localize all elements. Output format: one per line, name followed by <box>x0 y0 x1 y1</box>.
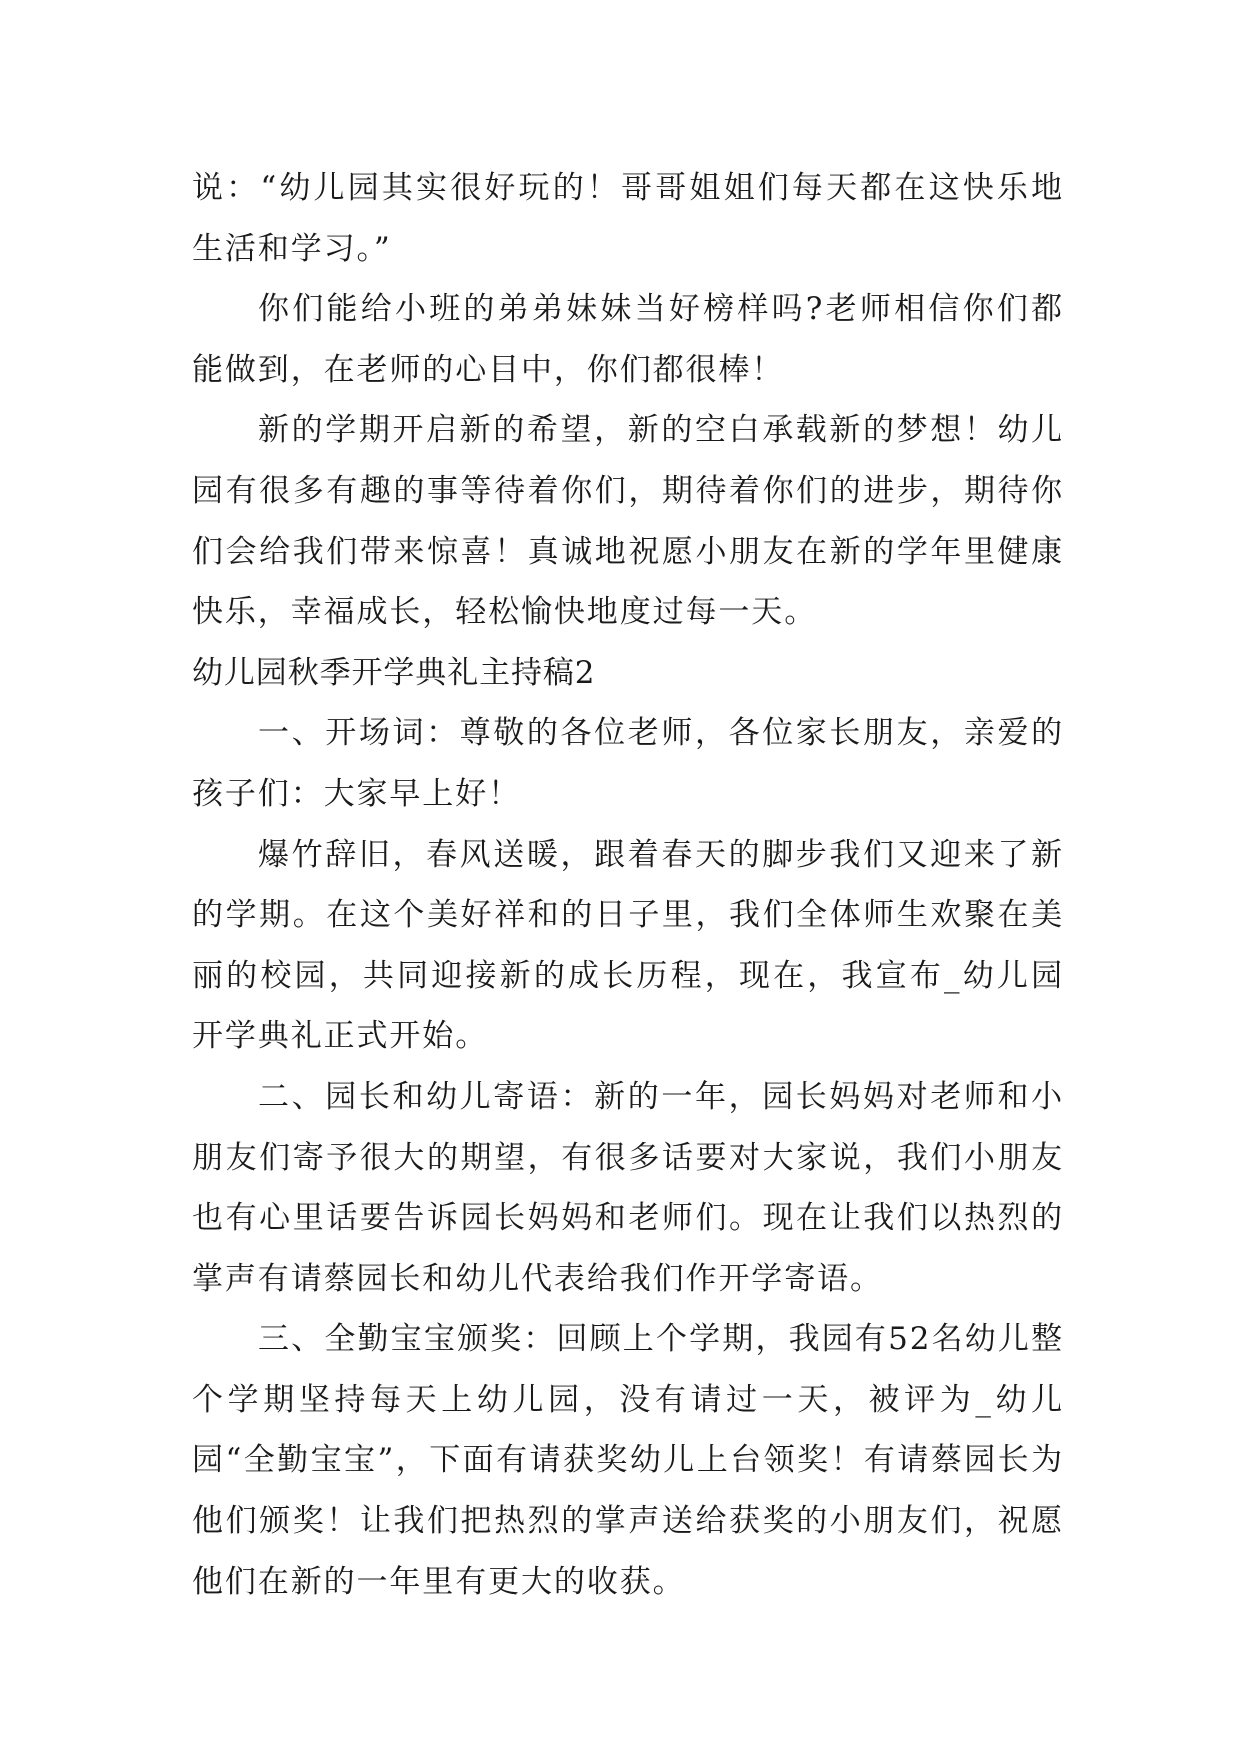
paragraph-attendance-award: 三、全勤宝宝颁奖：回顾上个学期，我园有52名幼儿整个学期坚持每天上幼儿园，没有请过一天，被评为_幼儿园“全勤宝宝”，下面有请获奖幼儿上台领奖！有请蔡园长为他们颁奖！让我们把热烈的掌声送给获奖的小朋友们，祝愿他们在新的一年里有更大的收获。 <box>192 1321 1064 1600</box>
paragraph-new-semester: 新的学期开启新的希望，新的空白承载新的梦想！幼儿园有很多有趣的事等待着你们，期待着你们的进步，期待你们会给我们带来惊喜！真诚地祝愿小朋友在新的学年里健康快乐，幸福成长，轻松愉快地度过每一天。 <box>192 412 1064 631</box>
paragraph-continuation: 说：“幼儿园其实很好玩的！哥哥姐姐们每天都在这快乐地生活和学习。” <box>192 170 1064 267</box>
paragraph-role-model: 你们能给小班的弟弟妹妹当好榜样吗?老师相信你们都能做到，在老师的心目中，你们都很棒！ <box>192 291 1064 388</box>
section-heading: 幼儿园秋季开学典礼主持稿2 <box>192 654 596 691</box>
document-body <box>192 158 1064 1612</box>
paragraph-opening-remarks: 一、开场词：尊敬的各位老师，各位家长朋友，亲爱的孩子们：大家早上好！ <box>192 715 1064 812</box>
paragraph-spring-opening: 爆竹辞旧，春风送暖，跟着春天的脚步我们又迎来了新的学期。在这个美好祥和的日子里，我们全体师生欢聚在美丽的校园，共同迎接新的成长历程，现在，我宣布_幼儿园开学典礼正式开始。 <box>192 836 1064 1055</box>
paragraph-principal-message: 二、园长和幼儿寄语：新的一年，园长妈妈对老师和小朋友们寄予很大的期望，有很多话要对大家说，我们小朋友也有心里话要告诉园长妈妈和老师们。现在让我们以热烈的掌声有请蔡园长和幼儿代表给我们作开学寄语。 <box>192 1078 1064 1297</box>
